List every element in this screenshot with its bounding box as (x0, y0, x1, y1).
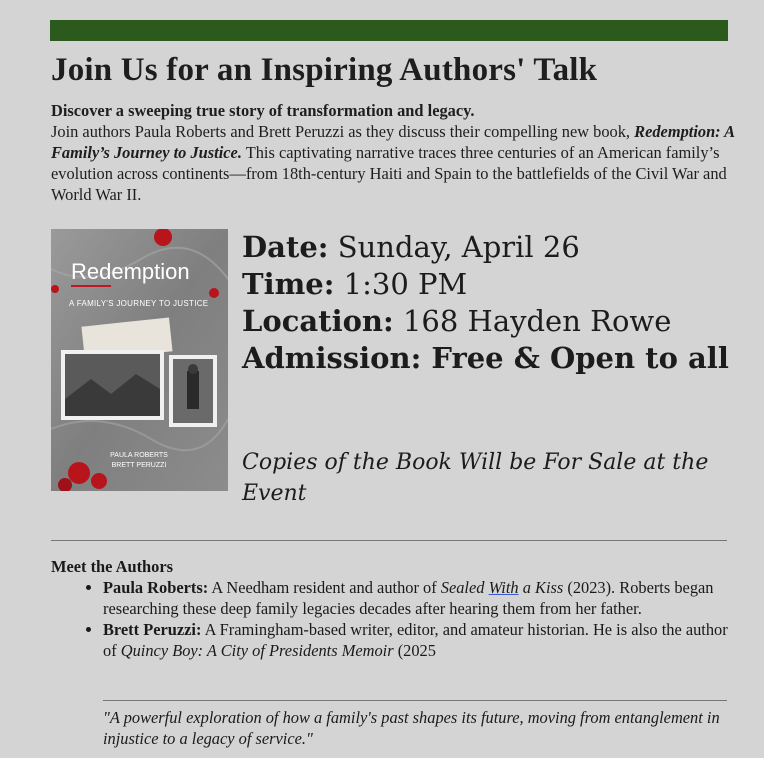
time-value: 1:30 PM (334, 267, 468, 301)
book-sale-note: Copies of the Book Will be For Sale at the Event (242, 450, 709, 506)
intro-p1: Join authors Paula Roberts and Brett Peruzzi as they discuss their compelling new book, (51, 122, 631, 141)
list-item (103, 619, 741, 661)
authors-list (51, 577, 741, 661)
intro-book-title: Redemption: A Family’s Journey to Justice. (51, 122, 735, 162)
author-name: Paula Roberts: (103, 578, 209, 597)
quote-divider (103, 700, 727, 701)
author-name: Brett Peruzzi: (103, 620, 202, 639)
author-bio-part: (2025 (393, 641, 436, 660)
time-row (242, 266, 742, 303)
intro-lead: Discover a sweeping true story of transformation and legacy. (51, 101, 475, 120)
location-label: Location: (242, 304, 394, 338)
author-bio-part: A Framingham-based writer, editor, and amateur historian. He is also the author of (103, 620, 728, 660)
header-bar (50, 20, 728, 41)
time-label: Time: (242, 267, 335, 301)
book-title-part: a Kiss (518, 578, 564, 597)
date-value: Sunday, April 26 (328, 230, 580, 264)
intro-p2: This captivating narrative traces three centuries of an American family’s evolution across continents—from 18th-century Haiti and Spain to the battlefields of the Civil War and World War II. (51, 143, 727, 204)
admission-row (242, 340, 742, 377)
intro-text (51, 100, 741, 205)
book-title-part: Sealed (440, 578, 489, 597)
authors-section (51, 556, 741, 661)
cover-title: Redemption (71, 259, 190, 284)
book-cover-image (51, 229, 228, 491)
author-bio-part: (2023). Roberts began researching these deep family legacies decades after hearing them from her father. (103, 578, 714, 618)
book-title-part: With (488, 578, 519, 597)
list-item (103, 577, 741, 619)
cover-author-1: PAULA ROBERTS (110, 452, 168, 459)
cover-author-2: BRETT PERUZZI (111, 462, 167, 469)
event-details (242, 229, 742, 377)
location-row (242, 303, 742, 340)
page-title: Join Us for an Inspiring Authors' Talk (51, 52, 598, 88)
location-value: 168 Hayden Rowe (393, 304, 672, 338)
author-book-title: Quincy Boy: A City of Presidents Memoir (120, 641, 394, 660)
author-bio-part: A Needham resident and author of (208, 578, 441, 597)
author-book-title (441, 578, 564, 597)
review-quote: "A powerful exploration of how a family's past shapes its future, moving from entanglement in injustice to a legacy of service." (103, 708, 720, 748)
date-label: Date: (242, 230, 329, 264)
cover-subtitle: A FAMILY'S JOURNEY TO JUSTICE (69, 299, 209, 308)
date-row (242, 229, 742, 266)
authors-heading: Meet the Authors (51, 557, 173, 576)
divider (51, 540, 727, 541)
admission-label: Admission: Free & Open to all (242, 341, 729, 375)
